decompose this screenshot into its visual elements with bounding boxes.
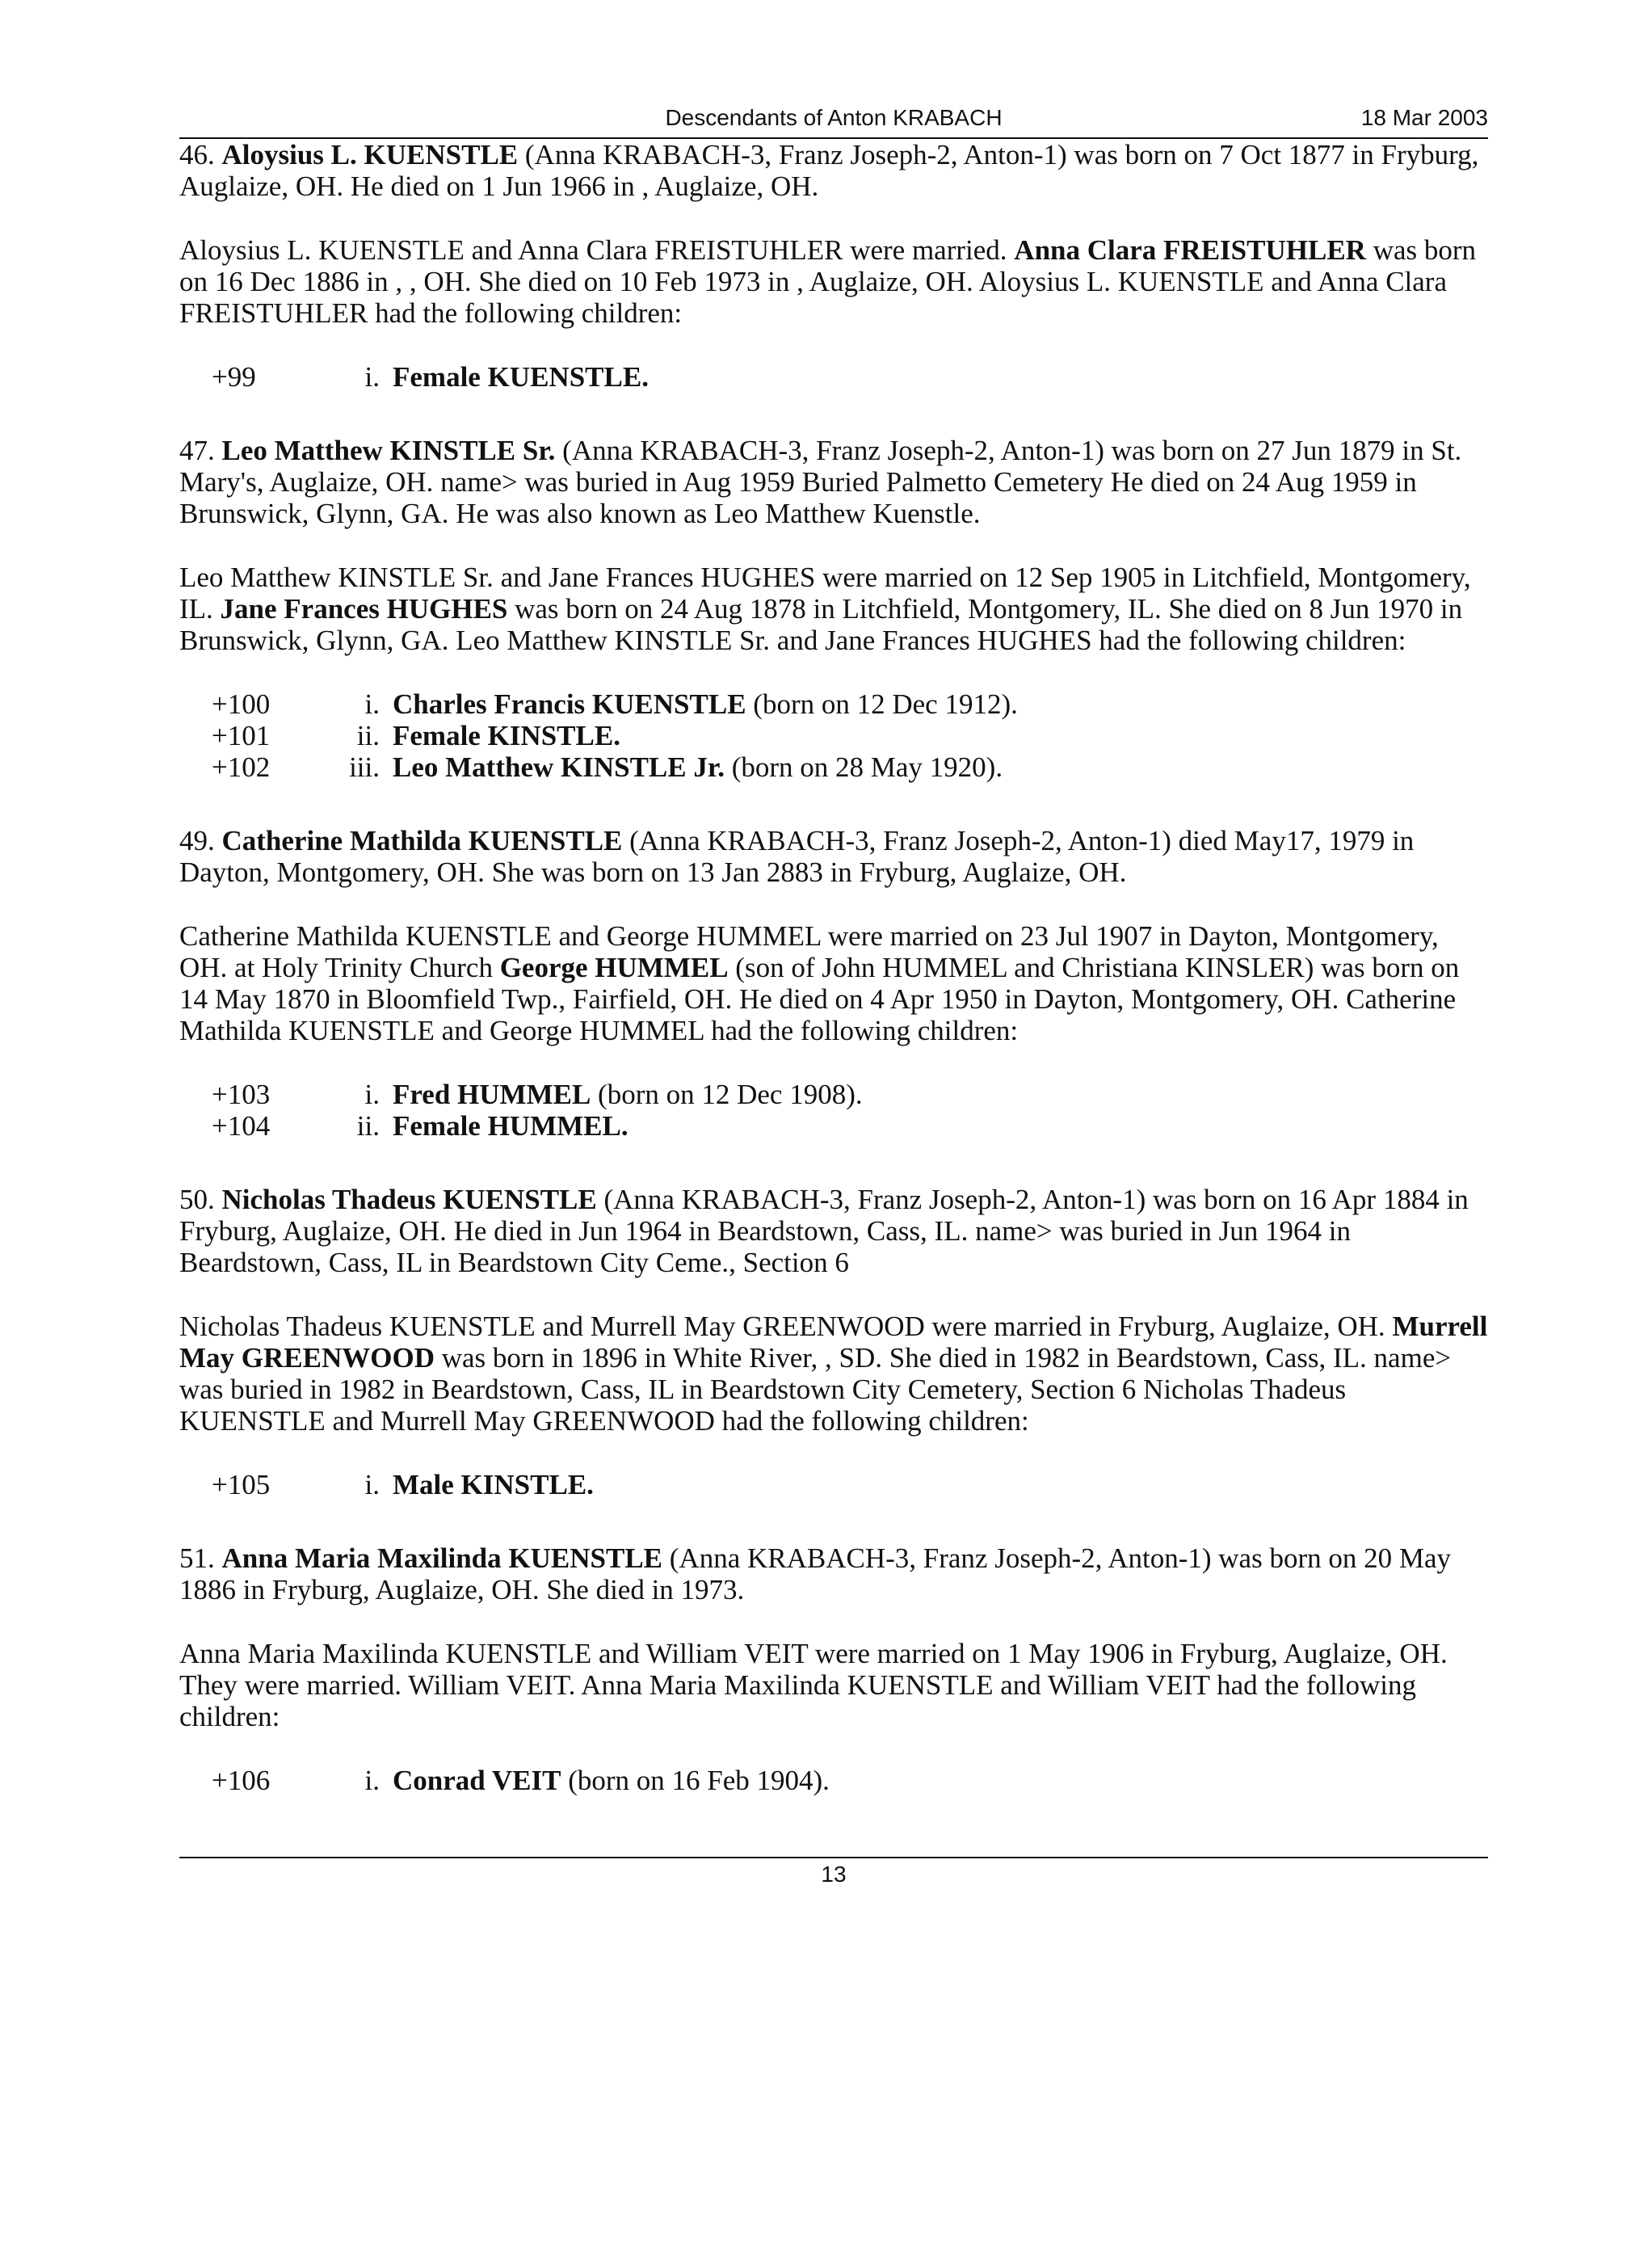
entry-number: 46. <box>179 139 215 170</box>
child-name: Leo Matthew KINSTLE Jr. <box>393 751 725 783</box>
page-footer <box>179 1857 1488 1887</box>
spouse-paragraph: Nicholas Thadeus KUENSTLE and Murrell May GREENWOOD were married in Fryburg, Auglaize, OH. Murrell May GREENWOOD was born in 1896 in White River, , SD. She died in 1982 in Beardstown, Cass, IL. name> was buried in 1982 in Beardstown, Cass, IL in Beardstown City Cemetery, Section 6 Nicholas Thadeus KUENSTLE and Murrell May GREENWOOD had the following children: <box>179 1311 1488 1437</box>
child-ordinal: ii. <box>356 1110 380 1142</box>
spouse-name: Anna Clara FREISTUHLER <box>1014 234 1366 266</box>
entry-number: 47. <box>179 435 215 466</box>
child-number: +102 <box>212 751 271 783</box>
child-number: +104 <box>212 1110 271 1142</box>
entry-50 <box>179 1184 1492 1278</box>
child-name: Fred HUMMEL <box>393 1079 591 1110</box>
entry-details: (Anna KRABACH-3, Franz Joseph-2, Anton-1) was born on 20 May 1886 in Fryburg, Auglaize, OH. She died in 1973. <box>179 1542 1452 1605</box>
person-name: Anna Maria Maxilinda KUENSTLE <box>221 1542 663 1574</box>
child-row: +100 i. Charles Francis KUENSTLE (born on 12 Dec 1912). <box>212 688 1018 720</box>
spouse-paragraph: Aloysius L. KUENSTLE and Anna Clara FREISTUHLER were married. Anna Clara FREISTUHLER was born on 16 Dec 1886 in , , OH. She died on 10 Feb 1973 in , Auglaize, OH. Aloysius L. KUENSTLE and Anna Clara FREISTUHLER had the following children: <box>179 234 1477 329</box>
header-title: Descendants of Anton KRABACH <box>665 105 1003 130</box>
entry-46 <box>179 139 1492 202</box>
entry-47 <box>179 435 1492 529</box>
child-number: +106 <box>212 1765 271 1796</box>
child-ordinal: i. <box>364 1469 380 1500</box>
child-ordinal: ii. <box>356 720 380 751</box>
spouse-name: George HUMMEL <box>499 952 729 983</box>
child-row <box>179 720 1492 751</box>
child-number: +100 <box>212 688 271 720</box>
children-list <box>179 361 1492 393</box>
children-list <box>179 688 1492 783</box>
page-number: 13 <box>821 1862 847 1887</box>
spouse-name: Murrell May GREENWOOD <box>179 1311 1488 1374</box>
child-row <box>179 1469 1492 1500</box>
child-name: Female KINSTLE. <box>393 720 620 751</box>
child-name: Conrad VEIT <box>393 1765 561 1796</box>
spouse-name: Jane Frances HUGHES <box>220 593 508 625</box>
entry-details: (Anna KRABACH-3, Franz Joseph-2, Anton-1) died May17, 1979 in Dayton, Montgomery, OH. She was born on 13 Jan 2883 in Fryburg, Auglaize, OH. <box>179 825 1415 888</box>
child-row <box>179 361 1492 393</box>
header-date: 18 Mar 2003 <box>1360 105 1488 130</box>
entry-number: 49. <box>179 825 215 856</box>
entry-number: 50. <box>179 1184 215 1215</box>
child-row <box>179 1110 1492 1142</box>
child-number: +105 <box>212 1469 271 1500</box>
spouse-paragraph: Catherine Mathilda KUENSTLE and George HUMMEL were married on 23 Jul 1907 in Dayton, Montgomery, OH. at Holy Trinity Church George HUMMEL (son of John HUMMEL and Christiana KINSLER) was born on 14 May 1870 in Bloomfield Twp., Fairfield, OH. He died on 4 Apr 1950 in Dayton, Montgomery, OH. Catherine Mathilda KUENSTLE and George HUMMEL had the following children: <box>179 920 1460 1046</box>
children-list <box>179 1765 1492 1796</box>
child-ordinal: i. <box>364 1765 380 1796</box>
spouse-paragraph: Leo Matthew KINSTLE Sr. and Jane Frances HUGHES were married on 12 Sep 1905 in Litchfield, Montgomery, IL. Jane Frances HUGHES was born on 24 Aug 1878 in Litchfield, Montgomery, IL. She died on 8 Jun 1970 in Brunswick, Glynn, GA. Leo Matthew KINSTLE Sr. and Jane Frances HUGHES had the following children: <box>179 562 1471 656</box>
entry-details: (Anna KRABACH-3, Franz Joseph-2, Anton-1) was born on 7 Oct 1877 in Fryburg, Auglaize, OH. He died on 1 Jun 1966 in , Auglaize, OH. <box>179 139 1479 202</box>
child-row: +103 i. Fred HUMMEL (born on 12 Dec 1908). <box>212 1079 863 1110</box>
child-ordinal: iii. <box>349 751 380 783</box>
child-ordinal: i. <box>364 1079 380 1110</box>
person-name: Aloysius L. KUENSTLE <box>221 139 519 170</box>
child-number: +99 <box>212 361 256 393</box>
spouse-paragraph: Anna Maria Maxilinda KUENSTLE and William VEIT were married on 1 May 1906 in Fryburg, Auglaize, OH. They were married. William VEIT. Anna Maria Maxilinda KUENSTLE and William VEIT had the following children: <box>179 1638 1448 1732</box>
person-name: Catherine Mathilda KUENSTLE <box>221 825 623 856</box>
child-ordinal: i. <box>364 688 380 720</box>
child-name: Female KUENSTLE. <box>393 361 649 393</box>
document-body <box>179 139 1492 1796</box>
person-name: Nicholas Thadeus KUENSTLE <box>221 1184 597 1215</box>
page-header <box>179 102 1488 139</box>
entry-49 <box>179 825 1492 888</box>
child-name: Male KINSTLE. <box>393 1469 594 1500</box>
child-name: Female HUMMEL. <box>393 1110 629 1142</box>
child-row: +106 i. Conrad VEIT (born on 16 Feb 1904). <box>212 1765 830 1796</box>
children-list <box>179 1469 1492 1500</box>
entry-details: (Anna KRABACH-3, Franz Joseph-2, Anton-1) was born on 27 Jun 1879 in St. Mary's, Auglaize, OH. name> was buried in Aug 1959 Buried Palmetto Cemetery He died on 24 Aug 1959 in Brunswick, Glynn, GA. He was also known as Leo Matthew Kuenstle. <box>179 435 1462 529</box>
child-number: +103 <box>212 1079 271 1110</box>
entry-details: (Anna KRABACH-3, Franz Joseph-2, Anton-1) was born on 16 Apr 1884 in Fryburg, Auglaize, OH. He died in Jun 1964 in Beardstown, Cass, IL. name> was buried in Jun 1964 in Beardstown, Cass, IL in Beardstown City Ceme., Section 6 <box>179 1184 1469 1278</box>
children-list <box>179 1079 1492 1142</box>
entry-number: 51. <box>179 1542 215 1574</box>
person-name: Leo Matthew KINSTLE Sr. <box>221 435 556 466</box>
entry-51 <box>179 1542 1492 1605</box>
child-name: Charles Francis KUENSTLE <box>393 688 746 720</box>
child-ordinal: i. <box>364 361 380 393</box>
child-number: +101 <box>212 720 271 751</box>
child-row: +102 iii. Leo Matthew KINSTLE Jr. (born on 28 May 1920). <box>212 751 1003 783</box>
